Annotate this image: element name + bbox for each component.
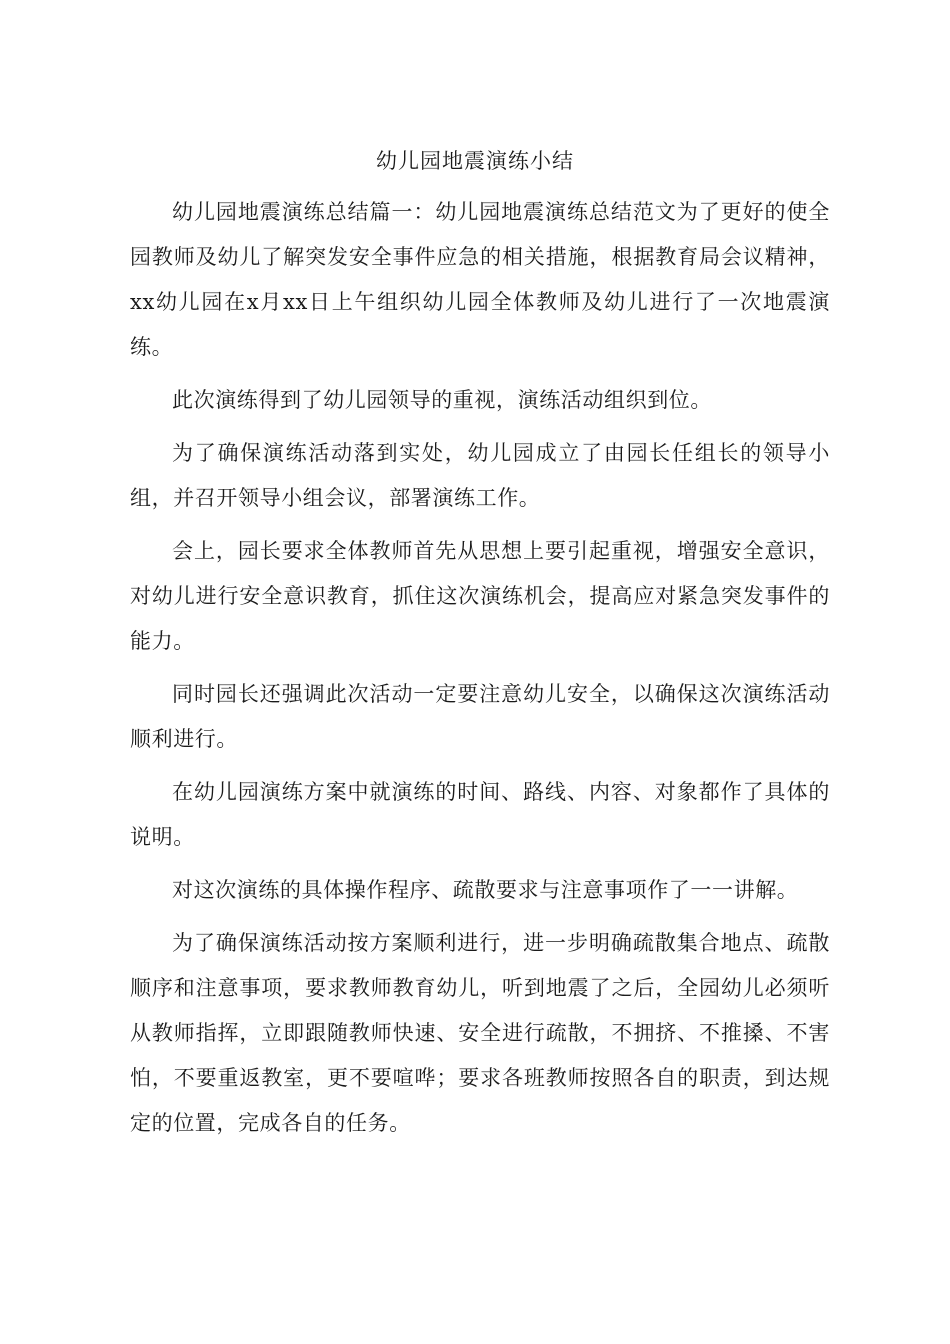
paragraph-7: 对这次演练的具体操作程序、疏散要求与注意事项作了一一讲解。 (172, 878, 799, 902)
paragraph-5: 同时园长还强调此次活动一定要注意幼儿安全，以确保这次演练活动顺利进行。 (130, 682, 830, 751)
paragraph-8: 为了确保演练活动按方案顺利进行，进一步明确疏散集合地点、疏散顺序和注意事项，要求教师教育幼儿，听到地震了之后，全园幼儿必须听从教师指挥，立即跟随教师快速、安全进行疏散，不拥挤、不推搡、不害怕，不要重返教室，更不要喧哗；要求各班教师按照各自的职责，到达规定的位置，完成各自的任务。 (130, 931, 830, 1135)
paragraph-6: 在幼儿园演练方案中就演练的时间、路线、内容、对象都作了具体的说明。 (130, 780, 830, 849)
paragraph-4: 会上，园长要求全体教师首先从思想上要引起重视，增强安全意识，对幼儿进行安全意识教育，抓住这次演练机会，提高应对紧急突发事件的能力。 (130, 539, 830, 653)
document-body (130, 190, 830, 1154)
paragraph-2: 此次演练得到了幼儿园领导的重视，演练活动组织到位。 (172, 388, 712, 412)
paragraph-3: 为了确保演练活动落到实处，幼儿园成立了由园长任组长的领导小组，并召开领导小组会议，部署演练工作。 (130, 441, 830, 510)
paragraph-1: 幼儿园地震演练总结篇一：幼儿园地震演练总结范文为了更好的使全园教师及幼儿了解突发安全事件应急的相关措施，根据教育局会议精神，xx幼儿园在x月xx日上午组织幼儿园全体教师及幼儿进行了一次地震演练。 (130, 200, 830, 359)
document-title: 幼儿园地震演练小结 (376, 149, 574, 173)
